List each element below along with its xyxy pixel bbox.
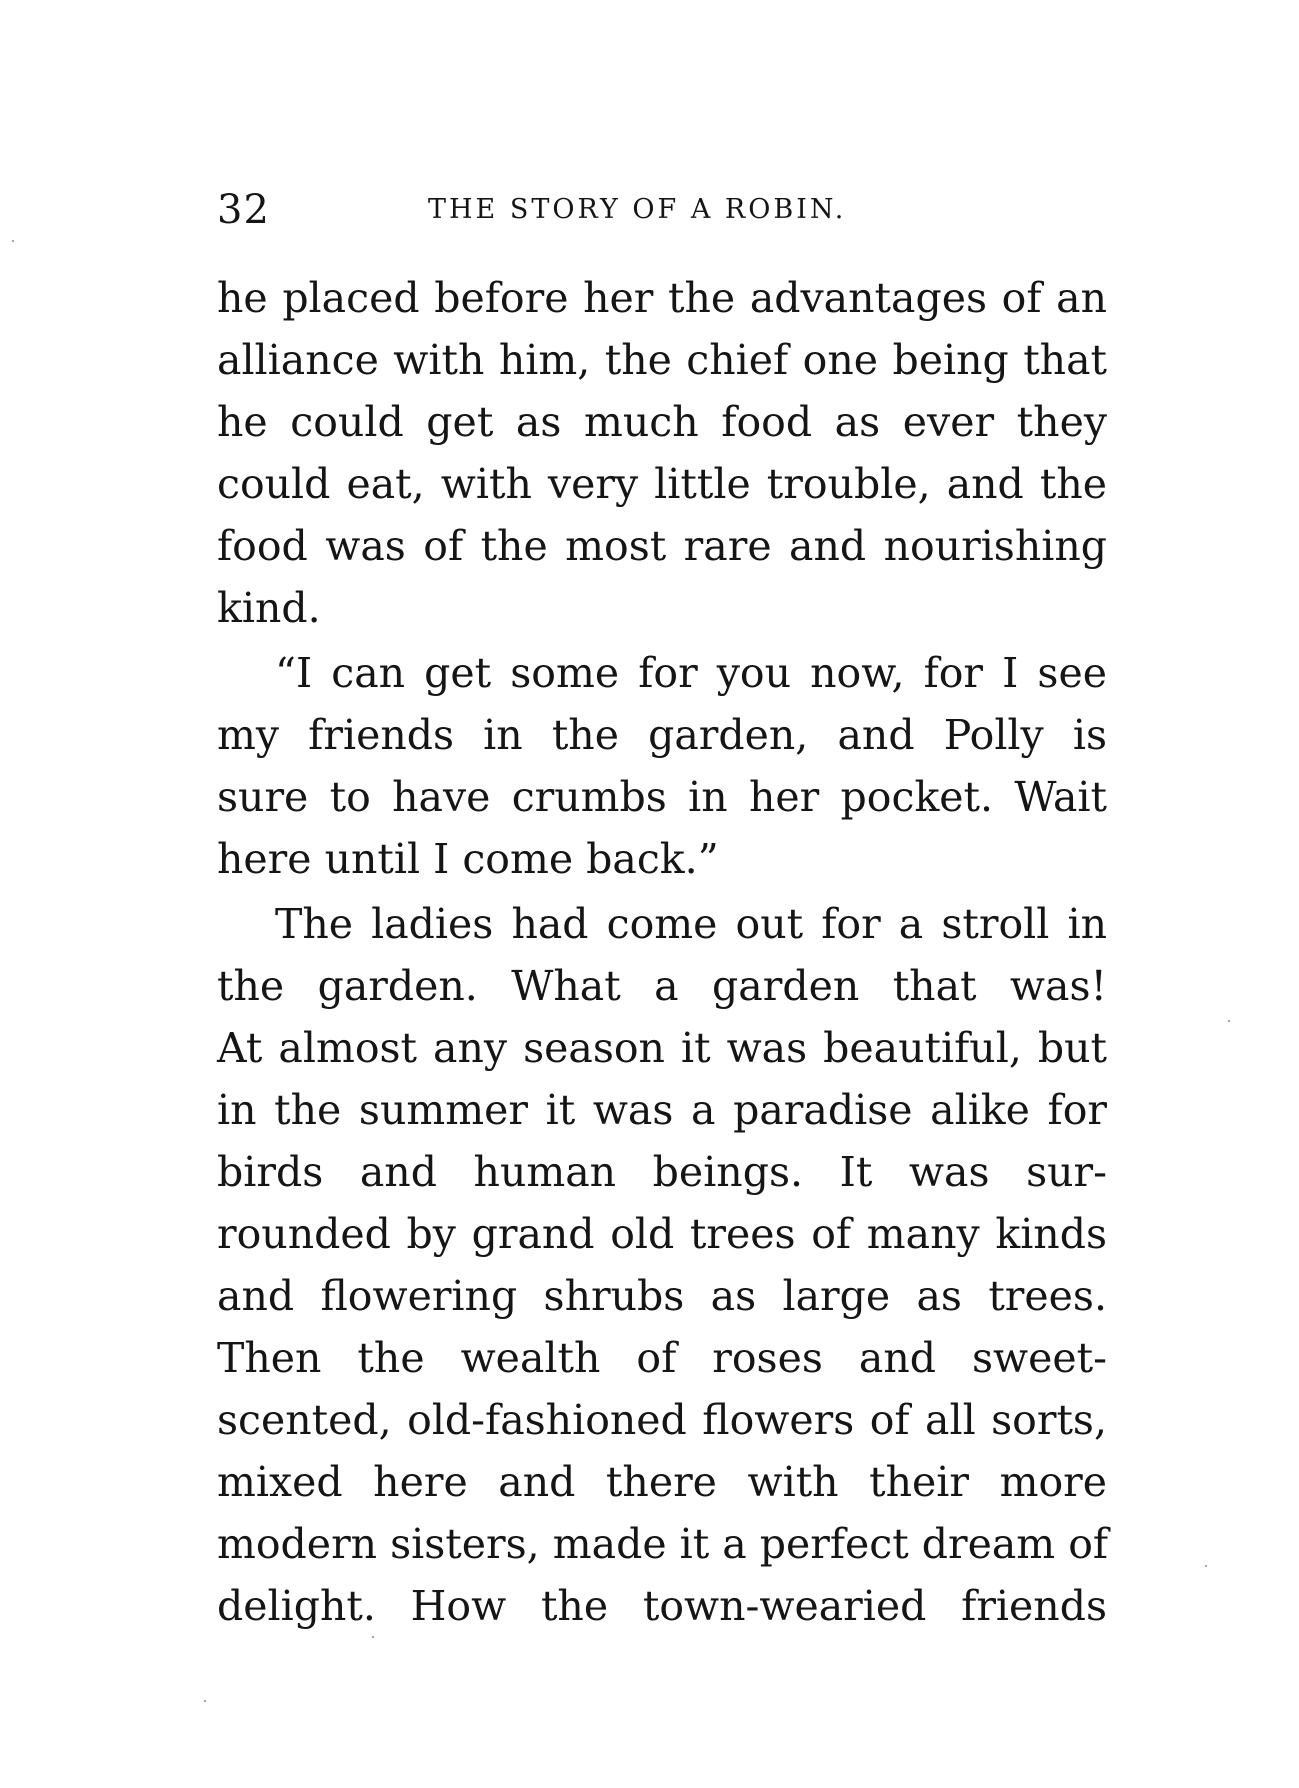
text-line: the garden. What a garden that was! xyxy=(217,962,1107,1010)
text-line: alliance with him, the chief one being that xyxy=(217,336,1107,384)
running-title: THE STORY OF A ROBIN. xyxy=(428,194,847,225)
text-line: he placed before her the advantages of an xyxy=(217,274,1107,322)
scan-speck xyxy=(1228,1020,1230,1022)
text-line: delight. How the town-wearied friends xyxy=(217,1582,1107,1630)
text-line: my friends in the garden, and Polly is xyxy=(217,711,1107,759)
text-line: Then the wealth of roses and sweet- xyxy=(217,1334,1107,1382)
text-line: The ladies had come out for a stroll in xyxy=(275,900,1107,948)
text-line: modern sisters, made it a perfect dream of xyxy=(217,1520,1109,1568)
scan-speck xyxy=(204,1700,206,1702)
text-line: sure to have crumbs in her pocket. Wait xyxy=(217,773,1107,821)
text-line: in the summer it was a paradise alike for xyxy=(217,1086,1107,1134)
text-line: kind. xyxy=(217,584,321,632)
text-line: scented, old-fashioned flowers of all sorts, xyxy=(217,1396,1107,1444)
text-line: he could get as much food as ever they xyxy=(217,398,1107,446)
scan-speck xyxy=(12,240,14,242)
text-line: here until I come back.” xyxy=(217,835,719,883)
text-line: mixed here and there with their more xyxy=(217,1458,1107,1506)
text-line: and flowering shrubs as large as trees. xyxy=(217,1272,1107,1320)
text-line: food was of the most rare and nourishing xyxy=(217,522,1107,570)
page-number: 32 xyxy=(217,187,270,233)
text-line: rounded by grand old trees of many kinds xyxy=(217,1210,1107,1258)
scan-speck xyxy=(1205,1565,1207,1567)
text-line: At almost any season it was beautiful, but xyxy=(217,1024,1107,1072)
running-head xyxy=(0,180,1299,240)
text-line: could eat, with very little trouble, and the xyxy=(217,460,1107,508)
scan-speck xyxy=(372,1636,374,1638)
text-line: “I can get some for you now, for I see xyxy=(275,649,1107,697)
text-line: birds and human beings. It was sur- xyxy=(217,1148,1107,1196)
